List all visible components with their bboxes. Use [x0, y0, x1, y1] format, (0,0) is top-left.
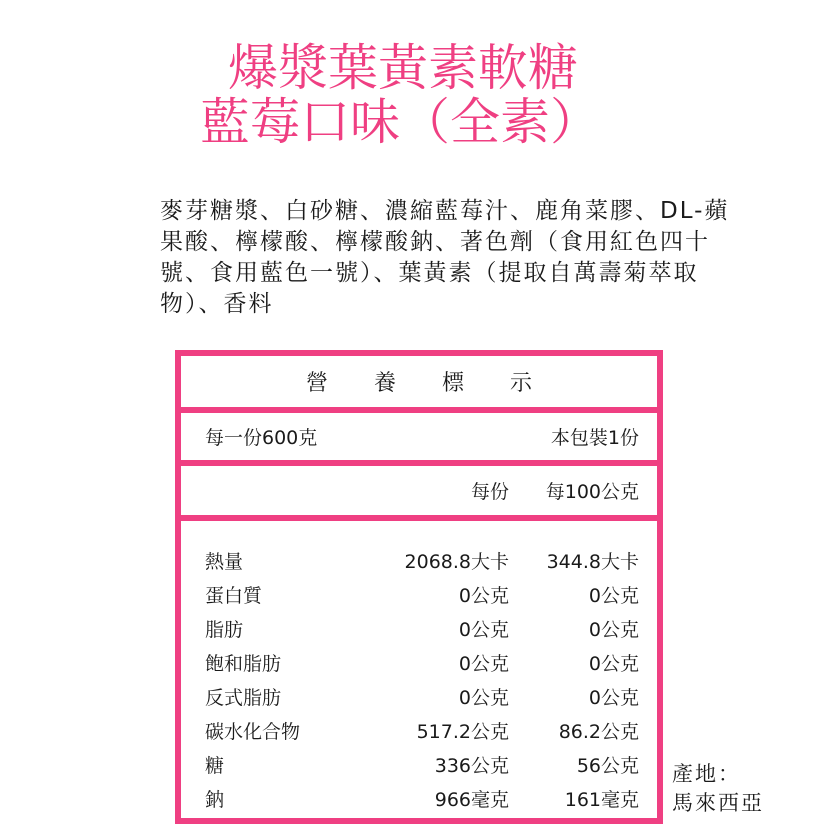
nutrient-name: 蛋白質: [205, 584, 263, 607]
col-per-serving: 每份: [470, 481, 509, 503]
nutrient-row: [181, 543, 657, 577]
nutrient-row: [181, 577, 657, 611]
nutrient-per-serving: 0公克: [458, 584, 509, 607]
nutrient-row: [181, 747, 657, 781]
origin-info: [672, 760, 764, 818]
nutrient-per-serving: 0公克: [458, 618, 509, 641]
serving-info-row: [181, 413, 657, 466]
nutrient-per-serving: 336公克: [434, 754, 509, 777]
nutrient-row: [181, 645, 657, 679]
nutrient-row: [181, 781, 657, 815]
nutrient-per-100g: 0公克: [588, 618, 639, 641]
nutrient-per-100g: 344.8大卡: [546, 550, 639, 573]
nutrient-per-serving: 517.2公克: [416, 720, 509, 743]
nutrient-per-100g: 0公克: [588, 584, 639, 607]
nutrient-row: [181, 611, 657, 645]
nutrition-rows: [181, 521, 657, 815]
nutrient-name: 鈉: [205, 788, 225, 811]
product-title-line1: 爆漿葉黃素軟糖: [228, 39, 578, 97]
nutrient-per-serving: 2068.8大卡: [404, 550, 509, 573]
nutrient-per-100g: 56公克: [576, 754, 639, 777]
nutrient-per-100g: 161毫克: [564, 788, 639, 811]
nutrient-per-100g: 0公克: [588, 686, 639, 709]
nutrition-heading: 營養標示: [181, 356, 657, 413]
nutrient-per-100g: 0公克: [588, 652, 639, 675]
nutrient-row: [181, 679, 657, 713]
col-per-100g: 每100公克: [545, 481, 639, 503]
nutrient-name: 碳水化合物: [205, 720, 301, 743]
ingredients-text: 麥芽糖漿、白砂糖、濃縮藍莓汁、鹿角菜膠、DL-蘋果酸、檸檬酸、檸檬酸鈉、著色劑（食用紅色四十號、食用藍色一號）、葉黃素（提取自萬壽菊萃取物）、香料: [160, 198, 730, 317]
origin-label: 產地：: [672, 762, 741, 786]
nutrient-name: 脂肪: [205, 618, 244, 641]
nutrient-row: [181, 713, 657, 747]
nutrition-column-header: [181, 466, 657, 521]
product-title-line2: 藍莓口味（全素）: [200, 93, 600, 151]
nutrient-per-serving: 966毫克: [434, 788, 509, 811]
nutrient-name: 熱量: [205, 550, 244, 573]
nutrient-name: 反式脂肪: [205, 686, 282, 709]
nutrient-per-serving: 0公克: [458, 686, 509, 709]
nutrient-per-100g: 86.2公克: [558, 720, 639, 743]
nutrient-name: 糖: [205, 754, 225, 777]
servings-per-pack: 本包裝1份: [550, 427, 639, 449]
nutrition-table: [175, 350, 663, 824]
nutrient-per-serving: 0公克: [458, 652, 509, 675]
serving-size: 每一份600克: [205, 427, 318, 449]
nutrient-name: 飽和脂肪: [205, 652, 282, 675]
origin-value: 馬來西亞: [672, 791, 764, 815]
